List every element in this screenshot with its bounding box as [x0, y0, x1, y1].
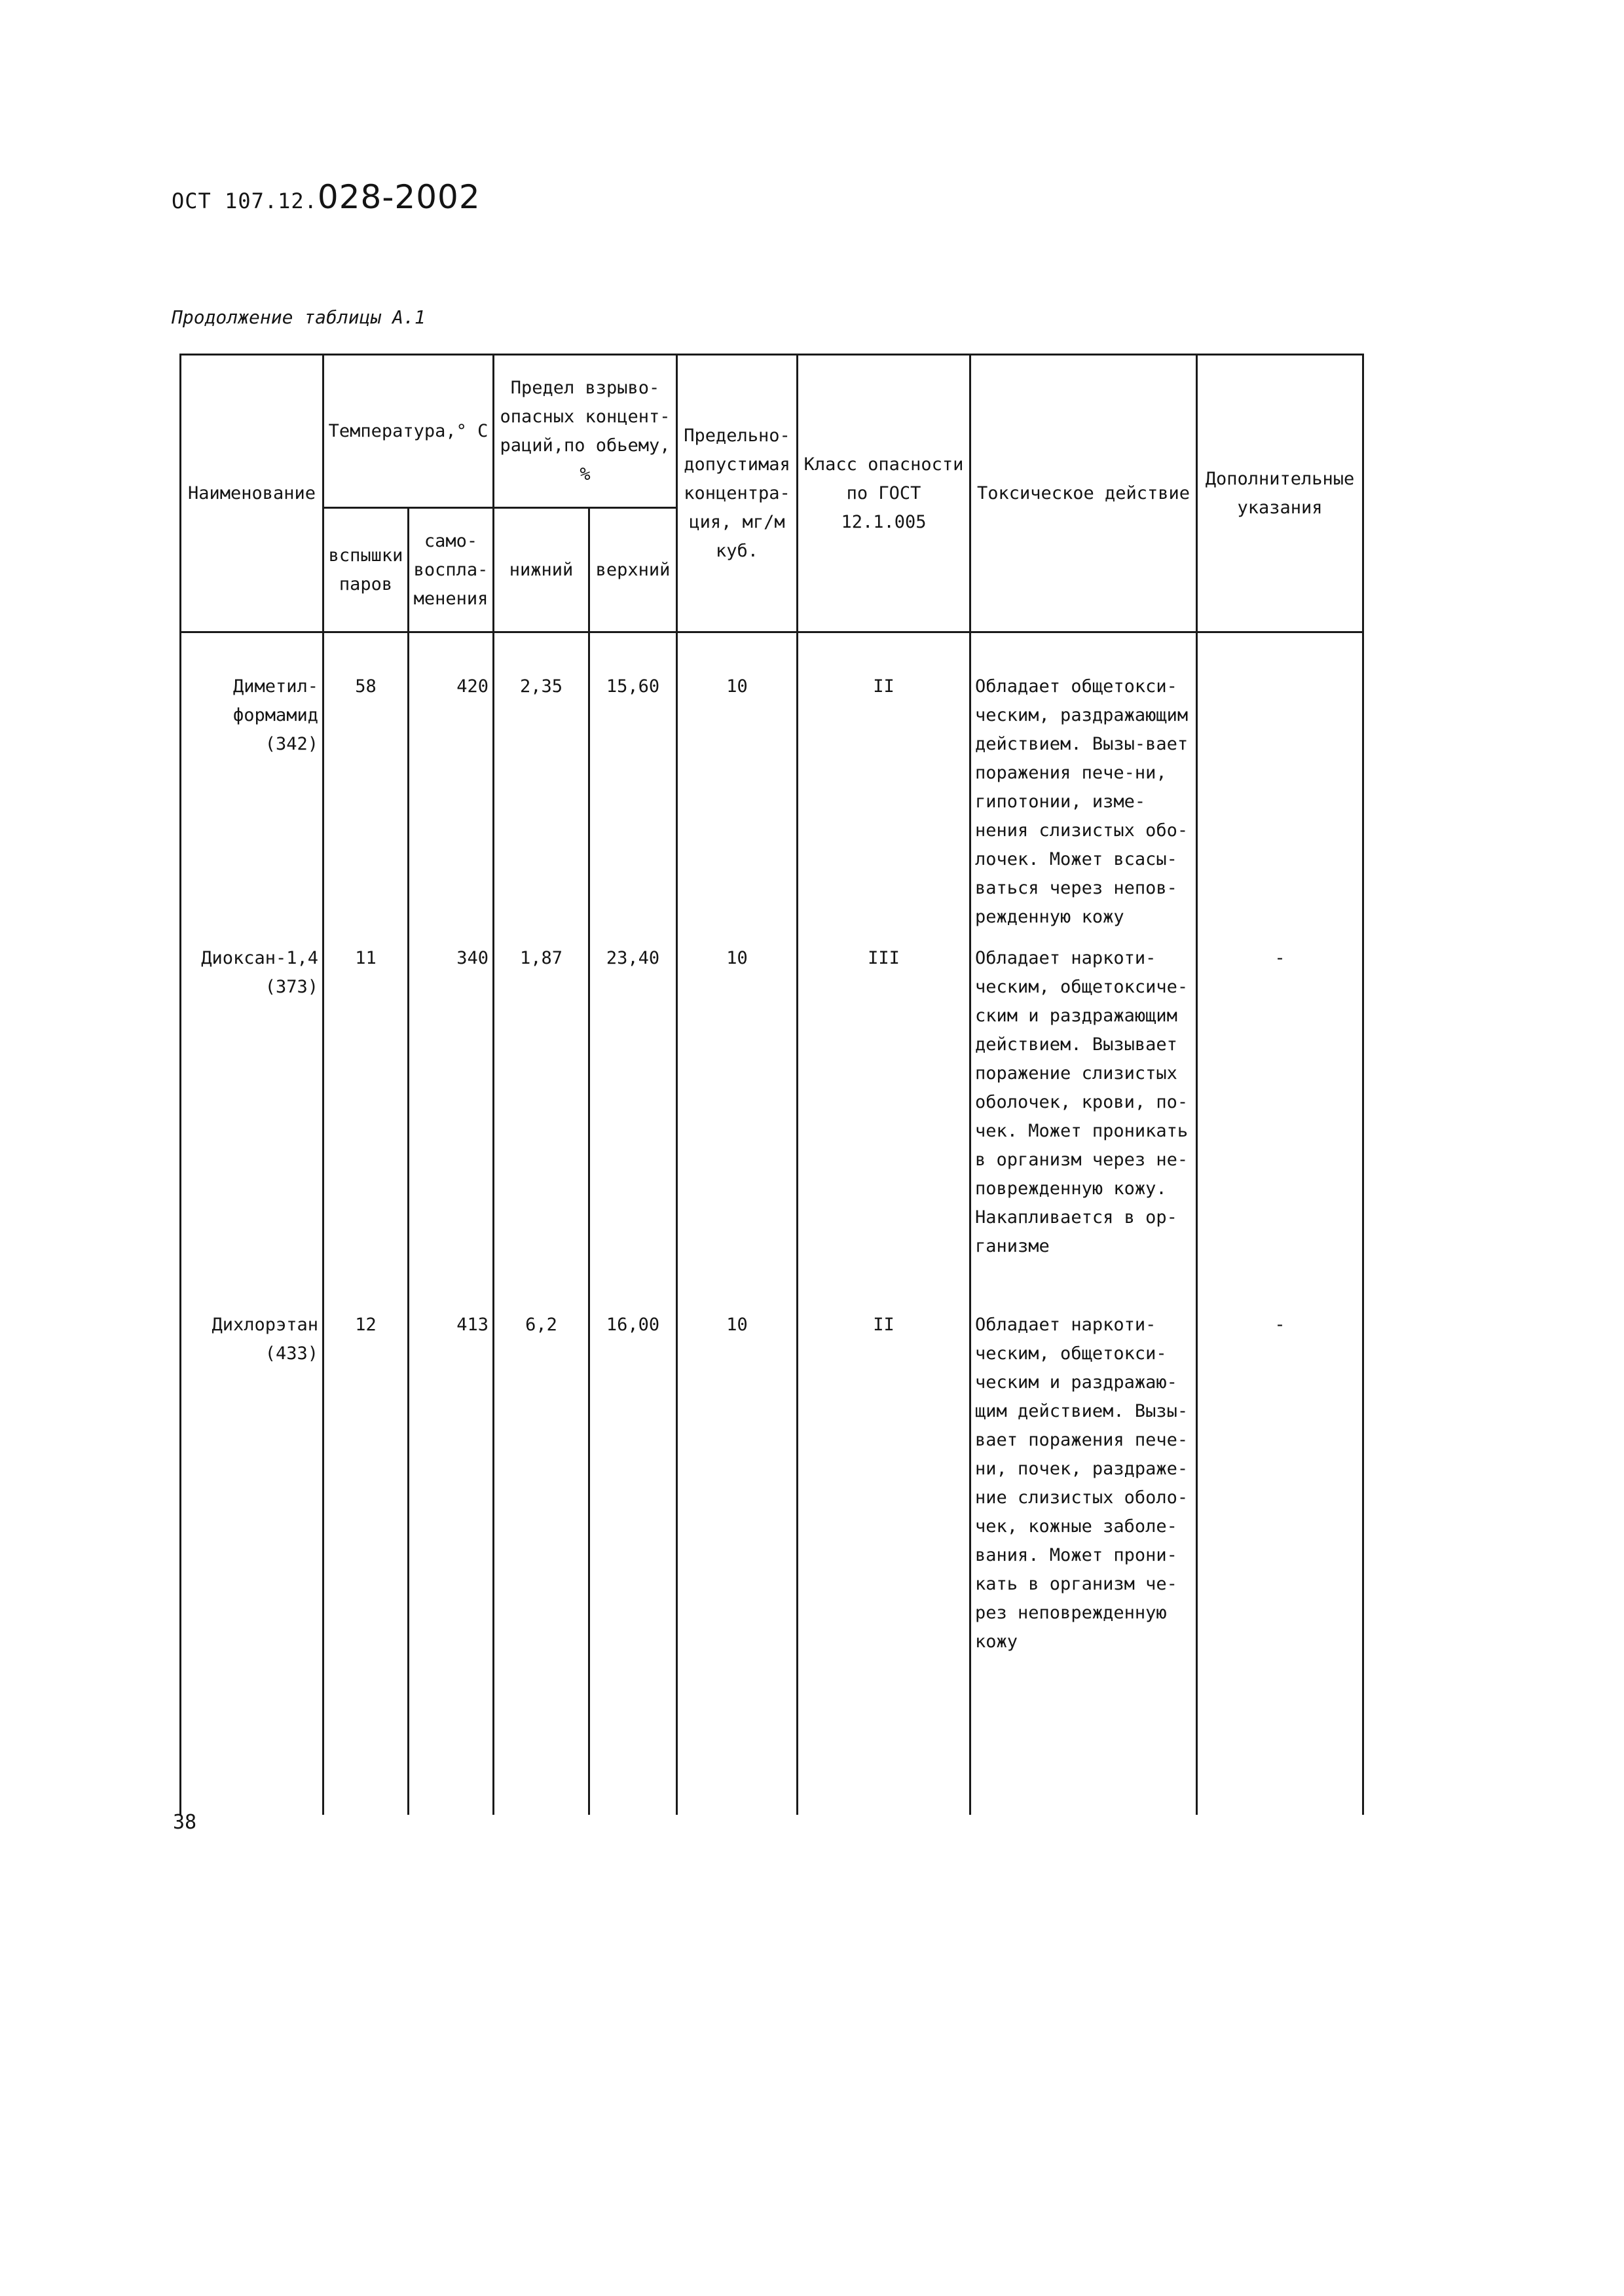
- cell-toxic-effect: Обладает общетокси-ческим, раздражающим действием. Вызы-вает поражения пече-ни, гипотонии, изме-нения слизистых обо-лочек. Может всасы-ваться через непов-режденную кожу: [970, 632, 1197, 940]
- cell-autoignition: 420: [409, 632, 494, 940]
- cell-flash: 58: [323, 632, 409, 940]
- cell-lower: 2,35: [494, 632, 589, 940]
- cell-name: Диметил-формамид (342): [181, 632, 323, 940]
- document-code-number: 028-2002: [317, 178, 481, 216]
- table-row: [181, 632, 1363, 940]
- table-row: [181, 940, 1363, 1307]
- cell-autoignition: 340: [409, 940, 494, 1307]
- table-row: [181, 1307, 1363, 1815]
- cell-mac: 10: [677, 632, 798, 940]
- header-limit-upper: верхний: [589, 508, 677, 632]
- cell-hazard-class: III: [798, 940, 970, 1307]
- header-toxic-effect: Токсическое действие: [970, 355, 1197, 632]
- document-code: [172, 178, 481, 216]
- header-notes: Дополнительные указания: [1197, 355, 1363, 632]
- cell-lower: 1,87: [494, 940, 589, 1307]
- page-number: 38: [173, 1811, 197, 1834]
- header-temperature: Температура,° С: [323, 355, 494, 508]
- cell-notes: [1197, 632, 1363, 940]
- header-temp-flash: вспышки паров: [323, 508, 409, 632]
- cell-toxic-effect: Обладает наркоти-ческим, общетокси-ческим и раздражаю-щим действием. Вызы-вает поражения пече-ни, почек, раздраже-ние слизистых оболо-чек, кожные заболе-вания. Может прони-кать в организм че-рез неповрежденную кожу: [970, 1307, 1197, 1815]
- cell-mac: 10: [677, 1307, 798, 1815]
- data-table: [179, 354, 1364, 1815]
- cell-notes: -: [1197, 940, 1363, 1307]
- header-mac: Предельно-допустимая концентра-ция, мг/м куб.: [677, 355, 798, 632]
- table-caption: Продолжение таблицы А.1: [172, 306, 426, 328]
- document-code-prefix: ОСТ 107.12.: [172, 189, 318, 213]
- cell-autoignition: 413: [409, 1307, 494, 1815]
- header-limit-lower: нижний: [494, 508, 589, 632]
- cell-lower: 6,2: [494, 1307, 589, 1815]
- header-temp-autoignition: само-воспла-менения: [409, 508, 494, 632]
- cell-flash: 12: [323, 1307, 409, 1815]
- cell-name: Диоксан-1,4 (373): [181, 940, 323, 1307]
- cell-flash: 11: [323, 940, 409, 1307]
- cell-notes: -: [1197, 1307, 1363, 1815]
- cell-upper: 15,60: [589, 632, 677, 940]
- header-name: Наименование: [181, 355, 323, 632]
- cell-hazard-class: II: [798, 1307, 970, 1815]
- cell-hazard-class: II: [798, 632, 970, 940]
- cell-upper: 16,00: [589, 1307, 677, 1815]
- cell-upper: 23,40: [589, 940, 677, 1307]
- cell-mac: 10: [677, 940, 798, 1307]
- cell-name: Дихлорэтан (433): [181, 1307, 323, 1815]
- header-explosive-limit: Предел взрыво-опасных концент-раций,по обьему, %: [494, 355, 677, 508]
- header-hazard-class: Класс опасности по ГОСТ 12.1.005: [798, 355, 970, 632]
- cell-toxic-effect: Обладает наркоти-ческим, общетоксиче-ским и раздражающим действием. Вызывает поражение слизистых оболочек, крови, по-чек. Может проникать в организм через не-поврежденную кожу. Накапливается в ор-ганизме: [970, 940, 1197, 1307]
